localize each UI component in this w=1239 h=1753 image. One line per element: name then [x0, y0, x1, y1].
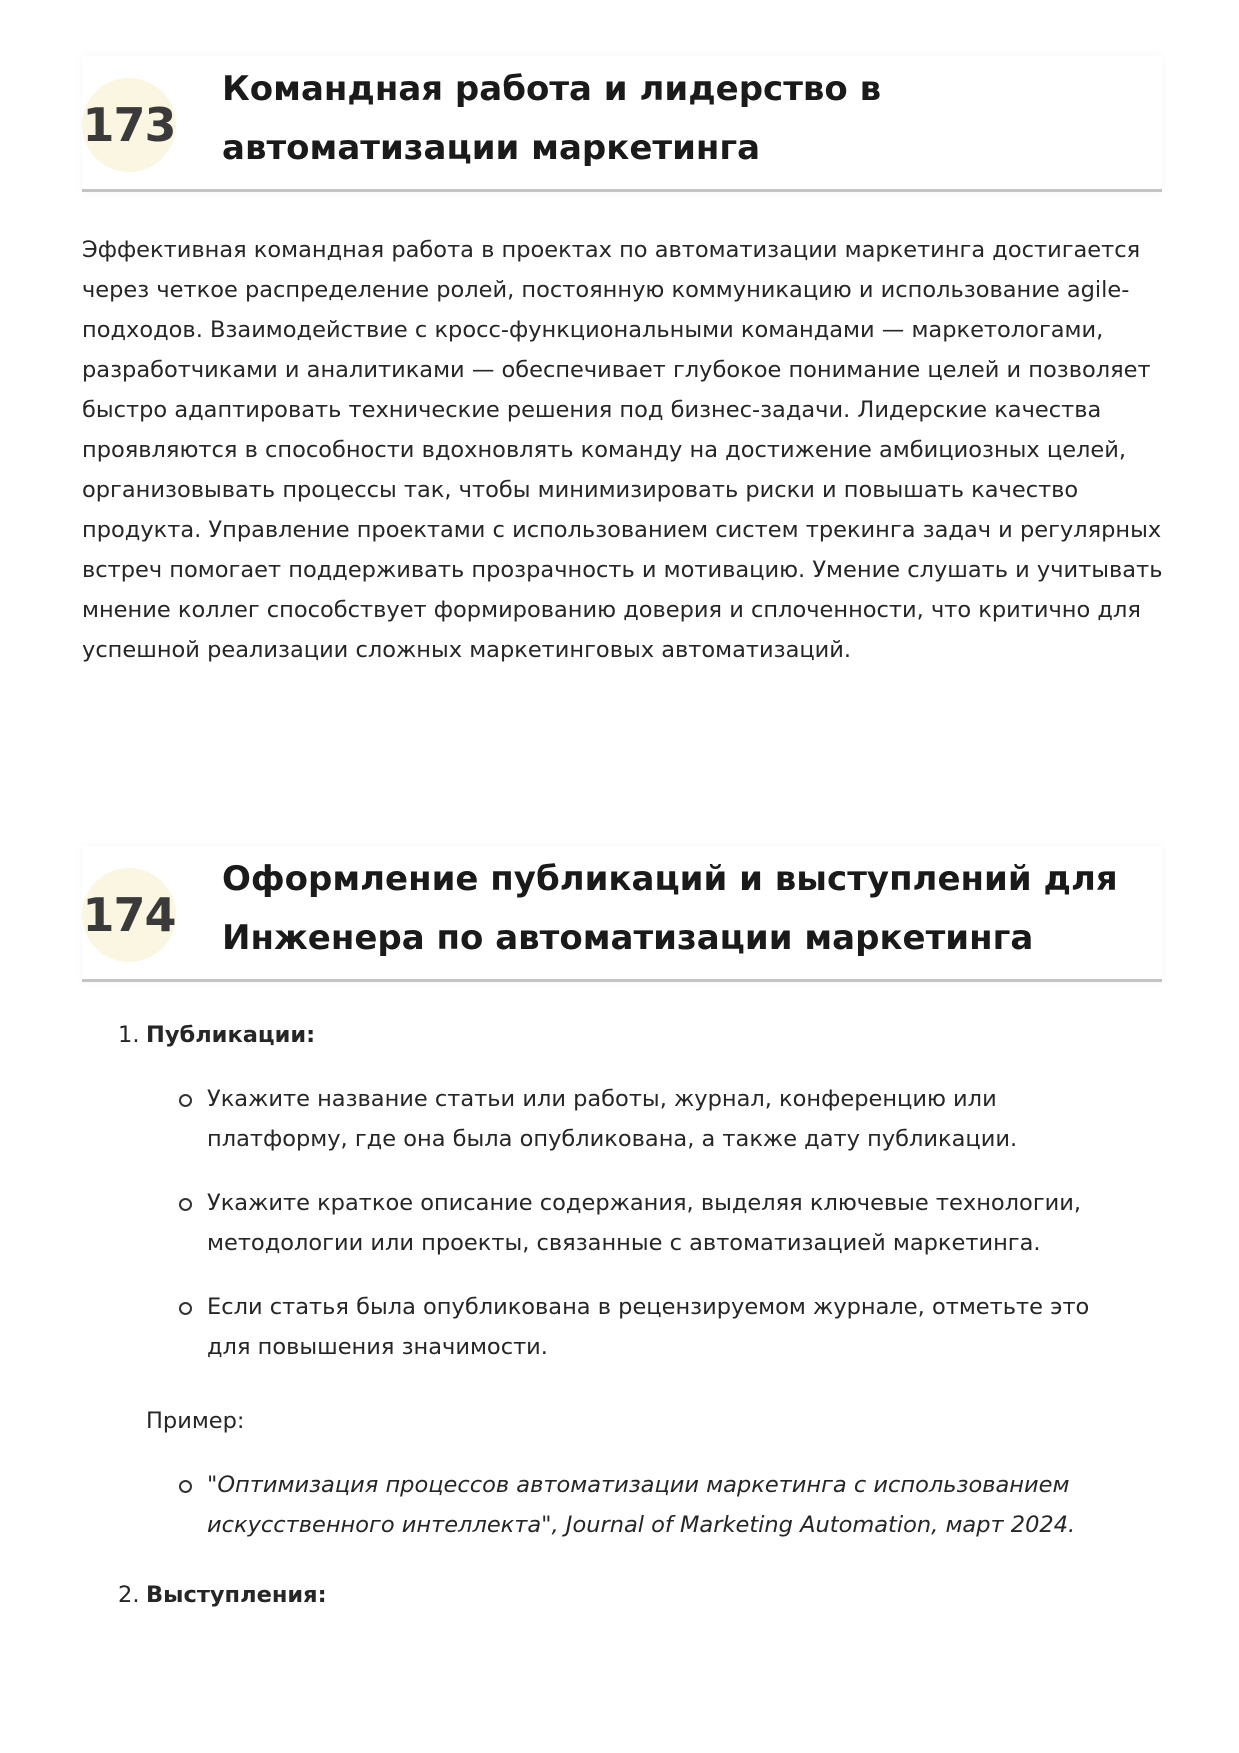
section-header-173 — [82, 56, 1162, 192]
example-item — [207, 1465, 1137, 1545]
bullet-item — [207, 1183, 1137, 1263]
bullet-text: Укажите название статьи или работы, журнал, конференцию или платформу, где она была опубликована, а также дату публикации. — [207, 1086, 1018, 1152]
section-title: Командная работа и лидерство в автоматизации маркетинга — [222, 69, 882, 168]
section-header-174 — [82, 846, 1162, 982]
example-text: "Оптимизация процессов автоматизации маркетинга с использованием искусственного интеллекта", Journal of Marketing Automation, март 2024. — [207, 1472, 1076, 1538]
section-title: Оформление публикаций и выступлений для Инженера по автоматизации маркетинга — [222, 859, 1118, 958]
section-number-badge: 174 — [82, 868, 176, 962]
circle-bullet-icon — [179, 1480, 192, 1493]
bullet-item — [207, 1079, 1137, 1159]
list-marker: 2. — [118, 1582, 140, 1608]
list-marker: 1. — [118, 1022, 140, 1048]
circle-bullet-icon — [179, 1302, 192, 1315]
bullet-item — [207, 1287, 1137, 1367]
bullet-text: Если статья была опубликована в рецензируемом журнале, отметьте это для повышения значимости. — [207, 1294, 1090, 1360]
bullet-text: Укажите краткое описание содержания, выделяя ключевые технологии, методологии или проекты, связанные с автоматизацией маркетинга. — [207, 1190, 1082, 1256]
circle-bullet-icon — [179, 1198, 192, 1211]
list-item-label: Публикации: — [146, 1022, 316, 1048]
list-item-label: Выступления: — [146, 1582, 327, 1608]
example-label: Пример: — [146, 1408, 245, 1434]
circle-bullet-icon — [179, 1094, 192, 1107]
section-body-paragraph: Эффективная командная работа в проектах по автоматизации маркетинга достигается через четкое распределение ролей, постоянную коммуникацию и использование agile-подходов. Взаимодействие с кросс-функциональными командами — маркетологами, разработчиками и аналитиками — обеспечивает глубокое понимание целей и позволяет быстро адаптировать технические решения под бизнес-задачи. Лидерские качества проявляются в способности вдохновлять команду на достижение амбициозных целей, организовывать процессы так, чтобы минимизировать риски и повышать качество продукта. Управление проектами с использованием систем трекинга задач и регулярных встреч помогает поддерживать прозрачность и мотивацию. Умение слушать и учитывать мнение коллег способствует формированию доверия и сплоченности, что критично для успешной реализации сложных маркетинговых автоматизаций. — [82, 237, 1163, 663]
section-number-badge: 173 — [82, 78, 176, 172]
